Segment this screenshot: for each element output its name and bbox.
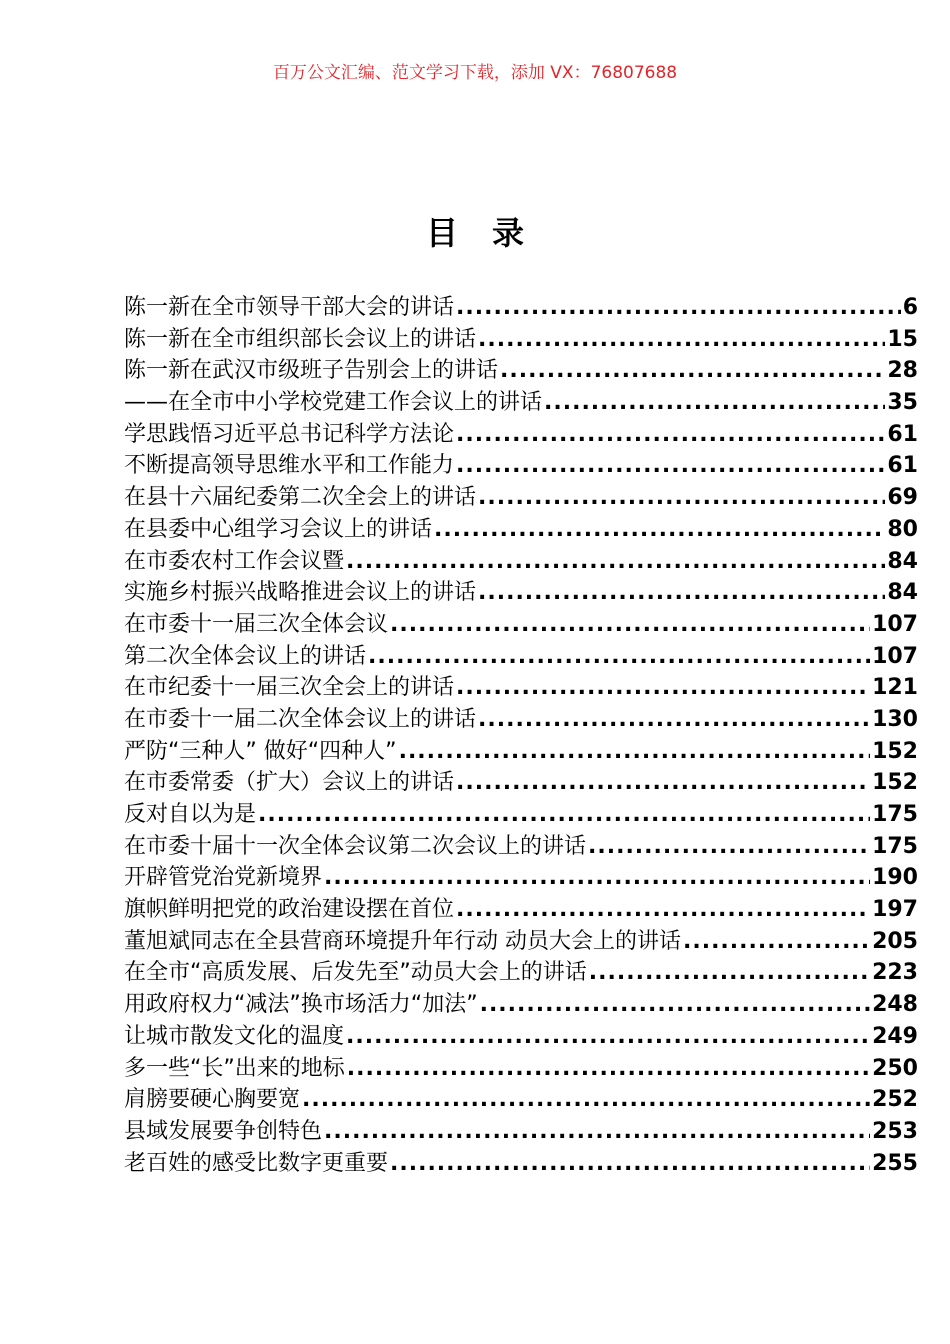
toc-entry[interactable]	[124, 799, 918, 831]
toc-entry-title: 让城市散发文化的温度	[124, 1023, 345, 1049]
toc-entry-title: 在市委常委（扩大）会议上的讲话	[124, 770, 455, 796]
toc-entry-title: 在县十六届纪委第二次全会上的讲话	[124, 485, 477, 511]
toc-leader-dots	[390, 609, 870, 641]
toc-leader-dots	[456, 292, 901, 324]
toc-entry-page-number: 250	[872, 1055, 918, 1081]
toc-leader-dots	[324, 1116, 870, 1148]
toc-leader-dots	[480, 989, 870, 1021]
toc-entry-page-number: 28	[887, 358, 918, 384]
toc-leader-dots	[683, 926, 870, 958]
toc-entry-title: 陈一新在全市组织部长会议上的讲话	[124, 326, 477, 352]
toc-entry[interactable]	[124, 957, 918, 989]
toc-entry-page-number: 107	[872, 611, 918, 637]
toc-entry-page-number: 130	[872, 706, 918, 732]
toc-leader-dots	[302, 1084, 870, 1116]
toc-leader-dots	[390, 1148, 870, 1180]
toc-leader-dots	[324, 862, 870, 894]
toc-entry-title: 开辟管党治党新境界	[124, 865, 323, 891]
page-title: 目录	[425, 214, 558, 252]
toc-entry-title: 用政府权力“减法”换市场活力“加法”	[124, 992, 478, 1018]
toc-entry-page-number: 61	[887, 421, 918, 447]
toc-entry[interactable]	[124, 450, 918, 482]
toc-entry-title: 严防“三种人” 做好“四种人”	[124, 738, 397, 764]
toc-entry-page-number: 152	[872, 738, 918, 764]
toc-entry[interactable]	[124, 546, 918, 578]
toc-entry-title: 第二次全体会议上的讲话	[124, 643, 367, 669]
toc-entry[interactable]	[124, 1084, 918, 1116]
toc-entry[interactable]	[124, 831, 918, 863]
toc-leader-dots	[368, 641, 870, 673]
toc-entry-title: 旗帜鲜明把党的政治建设摆在首位	[124, 897, 455, 923]
toc-entry[interactable]	[124, 926, 918, 958]
toc-entry-title: 在市委十一届二次全体会议上的讲话	[124, 706, 477, 732]
toc-entry[interactable]	[124, 767, 918, 799]
toc-entry-title: 董旭斌同志在全县营商环境提升年行动 动员大会上的讲话	[124, 928, 681, 954]
toc-entry[interactable]	[124, 672, 918, 704]
toc-entry[interactable]	[124, 1116, 918, 1148]
toc-leader-dots	[346, 1021, 870, 1053]
toc-leader-dots	[258, 799, 870, 831]
toc-entry[interactable]	[124, 355, 918, 387]
toc-entry-title: 老百姓的感受比数字更重要	[124, 1150, 389, 1176]
toc-leader-dots	[456, 672, 870, 704]
toc-entry-page-number: 121	[872, 675, 918, 701]
toc-entry-page-number: 190	[872, 865, 918, 891]
toc-leader-dots	[500, 355, 885, 387]
toc-entry-page-number: 84	[887, 580, 918, 606]
toc-leader-dots	[346, 546, 885, 578]
toc-entry[interactable]	[124, 894, 918, 926]
toc-leader-dots	[478, 482, 885, 514]
toc-entry[interactable]	[124, 292, 918, 324]
toc-entry[interactable]	[124, 862, 918, 894]
toc-entry-page-number: 80	[887, 516, 918, 542]
toc-entry-page-number: 175	[872, 802, 918, 827]
toc-entry-title: 学思践悟习近平总书记科学方法论	[124, 421, 455, 447]
toc-entry-title: 肩膀要硬心胸要宽	[124, 1087, 301, 1113]
toc-entry-page-number: 248	[872, 992, 918, 1018]
toc-leader-dots	[399, 736, 870, 768]
toc-leader-dots	[456, 894, 870, 926]
toc-entry-page-number: 84	[887, 548, 918, 574]
toc-entry-title: 在市纪委十一届三次全会上的讲话	[124, 675, 455, 701]
toc-entry-page-number: 107	[872, 643, 918, 669]
toc-entry[interactable]	[124, 514, 918, 546]
toc-entry-title: 在市委农村工作会议暨	[124, 548, 345, 574]
toc-entry-page-number: 197	[872, 897, 918, 923]
toc-entry-title: 实施乡村振兴战略推进会议上的讲话	[124, 580, 477, 606]
toc-leader-dots	[544, 387, 885, 419]
toc-leader-dots	[456, 419, 885, 451]
toc-entry[interactable]	[124, 1148, 918, 1180]
toc-entry[interactable]	[124, 1021, 918, 1053]
toc-entry[interactable]	[124, 609, 918, 641]
toc-entry-title: 陈一新在武汉市级班子告别会上的讲话	[124, 358, 499, 384]
toc-leader-dots	[456, 767, 870, 799]
toc-entry-page-number: 252	[872, 1087, 918, 1113]
toc-entry-page-number: 255	[872, 1150, 918, 1176]
toc-entry-page-number: 175	[872, 833, 918, 859]
toc-entry-page-number: 253	[872, 1118, 918, 1144]
toc-leader-dots	[589, 957, 870, 989]
toc-entry-page-number: 35	[887, 390, 918, 416]
toc-entry-page-number: 152	[872, 770, 918, 796]
toc-entry-title: 反对自以为是	[124, 802, 257, 827]
toc-entry-page-number: 249	[872, 1023, 918, 1049]
toc-entry[interactable]	[124, 387, 918, 419]
toc-leader-dots	[478, 324, 885, 356]
toc-entry-title: 不断提高领导思维水平和工作能力	[124, 453, 455, 479]
toc-entry-title: 多一些“长”出来的地标	[124, 1055, 345, 1081]
toc-leader-dots	[478, 577, 885, 609]
toc-entry-page-number: 223	[872, 960, 918, 986]
toc-entry[interactable]	[124, 577, 918, 609]
toc-entry-title: 在市委十一届三次全体会议	[124, 611, 389, 637]
toc-entry-title: 在县委中心组学习会议上的讲话	[124, 516, 433, 542]
toc-entry[interactable]	[124, 482, 918, 514]
toc-leader-dots	[434, 514, 885, 546]
toc-entry[interactable]	[124, 736, 918, 768]
toc-entry[interactable]	[124, 419, 918, 451]
toc-leader-dots	[588, 831, 870, 863]
toc-leader-dots	[456, 450, 885, 482]
toc-entry[interactable]	[124, 1053, 918, 1085]
toc-entry[interactable]	[124, 324, 918, 356]
toc-entry-title: 县域发展要争创特色	[124, 1118, 323, 1144]
toc-entry-page-number: 205	[872, 928, 918, 954]
toc-entry-title: 在全市“高质发展、后发先至”动员大会上的讲话	[124, 960, 587, 986]
toc-entry[interactable]	[124, 641, 918, 673]
header-watermark-note: 百万公文汇编、范文学习下载，添加 VX：76807688	[272, 63, 678, 83]
toc-entry-page-number: 69	[887, 485, 918, 511]
toc-entry[interactable]	[124, 989, 918, 1021]
toc-entry-title: 陈一新在全市领导干部大会的讲话	[124, 295, 455, 320]
toc-leader-dots	[347, 1053, 870, 1085]
toc-entry-title: 在市委十届十一次全体会议第二次会议上的讲话	[124, 833, 587, 859]
toc-entry-page-number: 61	[887, 453, 918, 479]
toc-leader-dots	[478, 704, 870, 736]
table-of-contents	[124, 292, 918, 1179]
toc-entry-page-number: 6	[902, 295, 918, 320]
toc-entry[interactable]	[124, 704, 918, 736]
toc-entry-title: ——在全市中小学校党建工作会议上的讲话	[124, 390, 543, 416]
toc-entry-page-number: 15	[887, 326, 918, 352]
